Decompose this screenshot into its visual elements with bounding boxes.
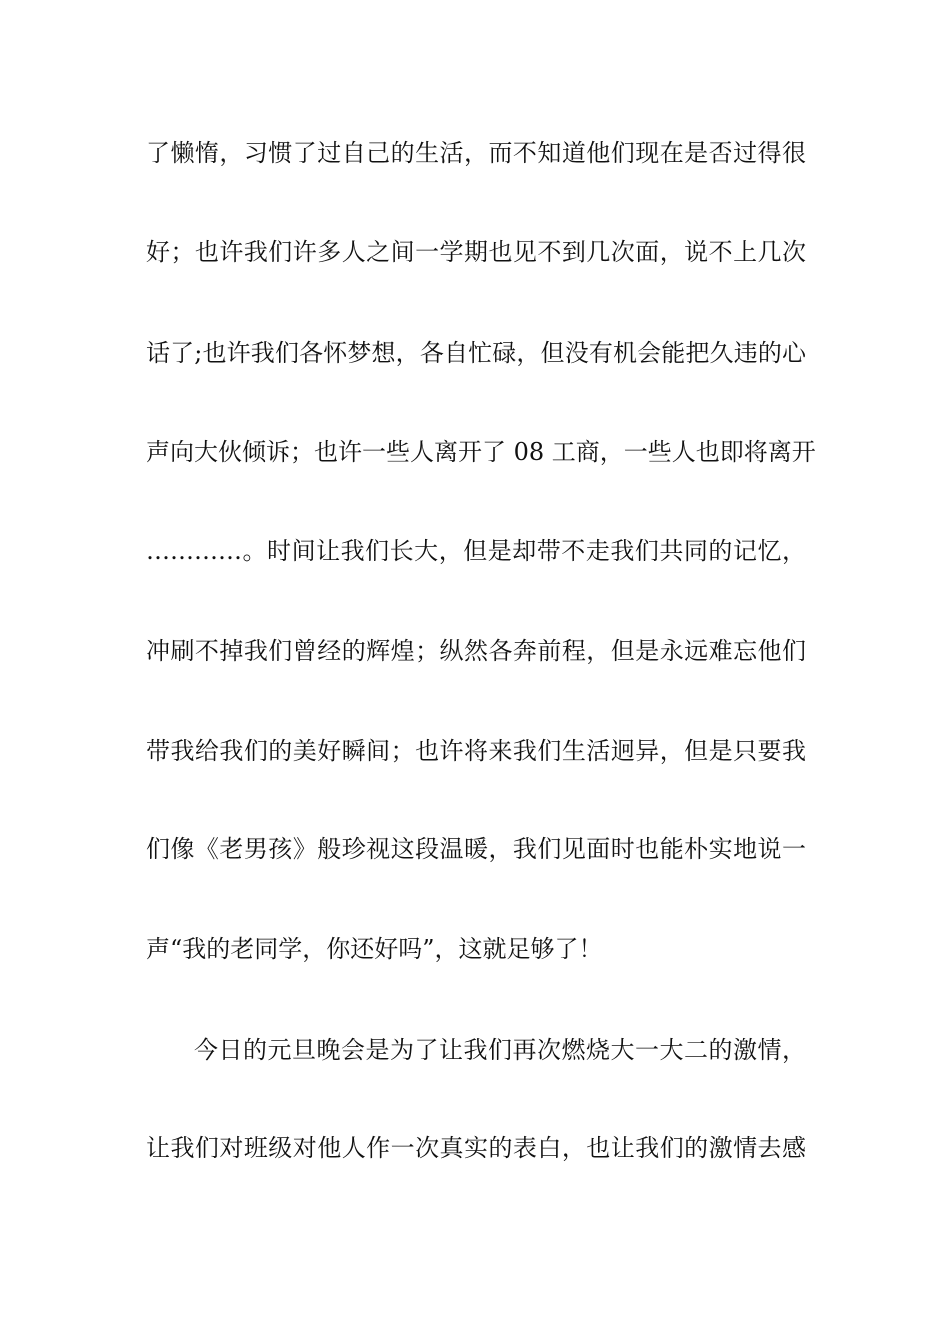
text-line-9: 声“我的老同学，你还好吗”，这就足够了！ <box>146 935 603 963</box>
text-line-3: 话了;也许我们各怀梦想，各自忙碌，但没有机会能把久违的心 <box>146 339 806 367</box>
text-line-6: 冲刷不掉我们曾经的辉煌；纵然各奔前程，但是永远难忘他们 <box>146 637 806 665</box>
paragraph-first-line: 今日的元旦晚会是为了让我们再次燃烧大一大二的激情， <box>194 1036 806 1064</box>
text-line-11: 让我们对班级对他人作一次真实的表白，也让我们的激情去感 <box>146 1134 806 1162</box>
text-line-4: 声向大伙倾诉；也许一些人离开了 08 工商，一些人也即将离开 <box>146 438 816 466</box>
text-line-8: 们像《老男孩》般珍视这段温暖，我们见面时也能朴实地说一 <box>146 835 806 863</box>
text-line-2: 好；也许我们许多人之间一学期也见不到几次面，说不上几次 <box>146 238 806 266</box>
text-line-7: 带我给我们的美好瞬间；也许将来我们生活迥异，但是只要我 <box>146 737 806 765</box>
text-line-1: 了懒惰，习惯了过自己的生活，而不知道他们现在是否过得很 <box>146 139 806 167</box>
text-line-5: …………。时间让我们长大，但是却带不走我们共同的记忆， <box>146 537 806 565</box>
